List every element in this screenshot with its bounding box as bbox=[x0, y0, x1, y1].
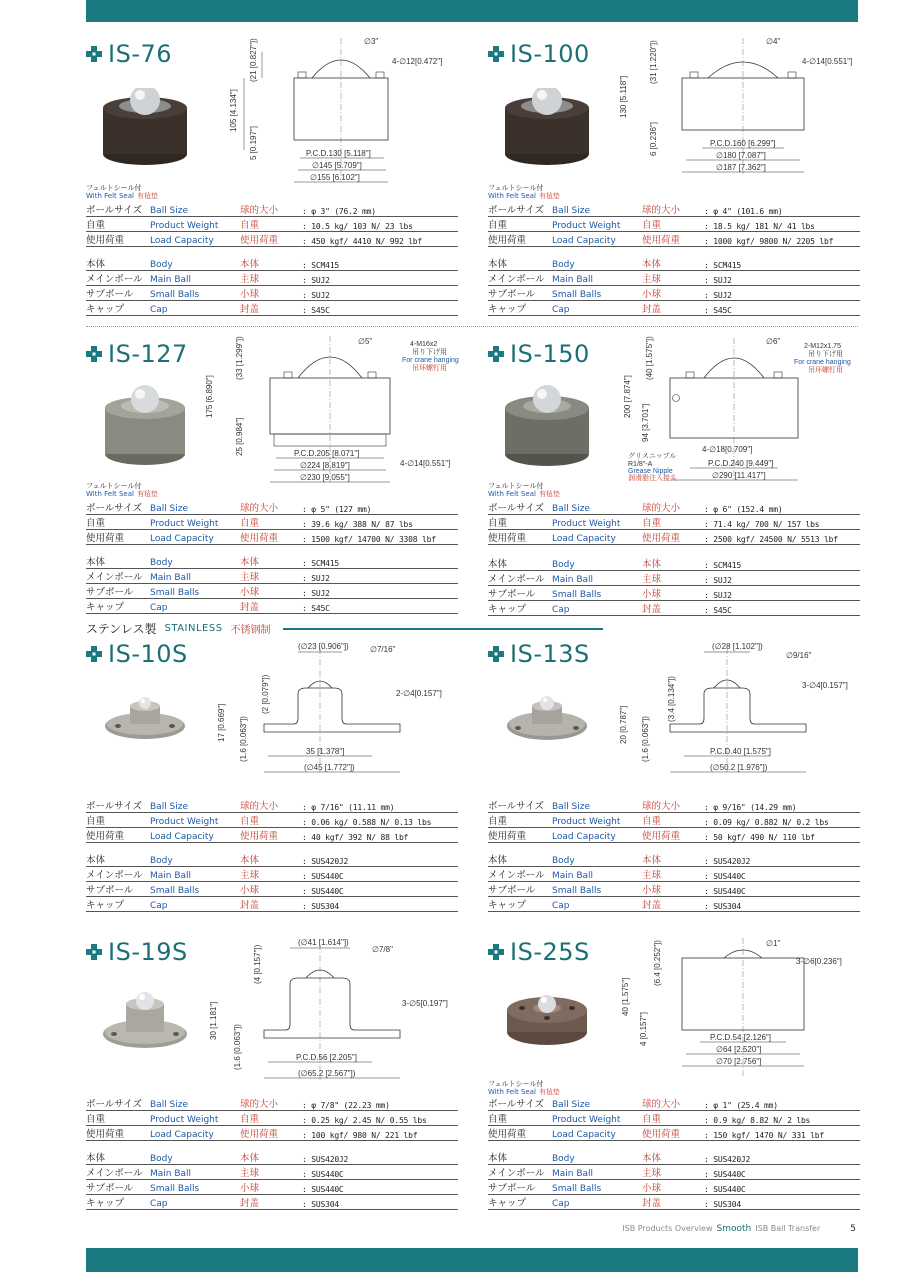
dim-pcd: 35 [1.378"] bbox=[306, 747, 345, 756]
dim-bottom: 25 [0.984"] bbox=[235, 417, 244, 456]
cross-bullet-icon bbox=[488, 646, 504, 662]
dim-height: 175 [6.890"] bbox=[205, 375, 214, 418]
product-photo bbox=[502, 88, 592, 172]
material-row-main-ball: メインボール Main Ball 主球 : SUJ2 bbox=[86, 271, 458, 286]
spec-row-ball-size: ボールサイズ Ball Size 球的大小 : φ 7/16" (11.11 mm) bbox=[86, 798, 458, 813]
technical-drawing bbox=[616, 32, 862, 188]
material-table bbox=[488, 1150, 860, 1210]
dim-d1: ∅64 [2.520"] bbox=[716, 1045, 762, 1054]
page-number: 5 bbox=[850, 1224, 856, 1234]
dim-top: (31 [1.220"]) bbox=[649, 40, 658, 84]
material-row-small-balls: サブボール Small Balls 小球 : SUS440C bbox=[488, 1180, 860, 1195]
dim-hang-jp: 吊り下げ用 bbox=[412, 349, 447, 356]
dim-ball: ∅9/16" bbox=[786, 651, 812, 660]
material-row-body: 本体 Body 本体 : SCM415 bbox=[488, 256, 860, 271]
product-photo bbox=[502, 984, 592, 1058]
material-table bbox=[86, 1150, 458, 1210]
dim-top: (33 [1.299"]) bbox=[235, 336, 244, 380]
material-table bbox=[488, 852, 860, 912]
product-photo bbox=[502, 384, 592, 472]
material-row-main-ball: メインボール Main Ball 主球 : SUJ2 bbox=[488, 571, 860, 586]
dim-holes: 4-∅14[0.551"] bbox=[400, 459, 451, 468]
product-is-25s bbox=[488, 938, 860, 1210]
cross-bullet-icon bbox=[86, 646, 102, 662]
spec-row-load: 使用荷重 Load Capacity 使用荷重 : 50 kgf/ 490 N/ 110 lbf bbox=[488, 828, 860, 843]
dim-holes: 3-∅4[0.157"] bbox=[802, 681, 848, 690]
spec-table bbox=[488, 1096, 860, 1141]
spec-row-weight: 自重 Product Weight 自重 : 18.5 kg/ 181 N/ 41 lbs bbox=[488, 217, 860, 232]
product-title: IS-150 bbox=[510, 340, 590, 368]
material-row-body: 本体 Body 本体 : SCM415 bbox=[86, 256, 458, 271]
nipple-cn: 润滑脂注入接头 bbox=[628, 475, 677, 482]
top-banner-bar bbox=[86, 0, 858, 22]
dim-d2: ∅155 [6.102"] bbox=[310, 173, 360, 182]
spec-row-ball-size: ボールサイズ Ball Size 球的大小 : φ 7/8" (22.23 mm) bbox=[86, 1096, 458, 1111]
dim-pcd: P.C.D.54 [2.126"] bbox=[710, 1033, 771, 1042]
material-row-body: 本体 Body 本体 : SUS420J2 bbox=[488, 852, 860, 867]
spec-row-load: 使用荷重 Load Capacity 使用荷重 : 1000 kgf/ 9800 N/ 2205 lbf bbox=[488, 232, 860, 247]
dim-height: 200 [7.874"] bbox=[623, 375, 632, 418]
dim-bottom: 6 [0.236"] bbox=[649, 122, 658, 156]
material-row-body: 本体 Body 本体 : SUS420J2 bbox=[86, 1150, 458, 1165]
felt-seal-note: フェルトシール付 With Felt Seal 有毡垫 bbox=[488, 184, 560, 200]
dim-d2: (∅45 [1.772"]) bbox=[304, 763, 355, 772]
spec-row-ball-size: ボールサイズ Ball Size 球的大小 : φ 5" (127 mm) bbox=[86, 500, 458, 515]
spec-table bbox=[86, 202, 458, 247]
technical-drawing bbox=[214, 32, 460, 188]
section-divider bbox=[86, 326, 858, 327]
material-table bbox=[488, 256, 860, 316]
material-row-body: 本体 Body 本体 : SUS420J2 bbox=[86, 852, 458, 867]
technical-drawing bbox=[616, 332, 862, 488]
product-heading bbox=[86, 938, 188, 966]
technical-drawing bbox=[205, 332, 460, 488]
material-row-small-balls: サブボール Small Balls 小球 : SUS440C bbox=[488, 882, 860, 897]
spec-row-weight: 自重 Product Weight 自重 : 0.9 kg/ 8.82 N/ 2 lbs bbox=[488, 1111, 860, 1126]
material-row-main-ball: メインボール Main Ball 主球 : SUS440C bbox=[488, 1165, 860, 1180]
spec-table bbox=[488, 500, 860, 545]
dim-ball: ∅3" bbox=[364, 37, 379, 46]
dim-holes: 3-∅6[0.236"] bbox=[796, 957, 842, 966]
product-is-76 bbox=[86, 37, 458, 316]
material-row-main-ball: メインボール Main Ball 主球 : SUJ2 bbox=[86, 569, 458, 584]
technical-drawing bbox=[209, 930, 460, 1086]
material-row-main-ball: メインボール Main Ball 主球 : SUS440C bbox=[86, 1165, 458, 1180]
dim-hang-cn: 吊环螺钉用 bbox=[808, 367, 843, 374]
stainless-cn: 不锈钢制 bbox=[230, 625, 271, 636]
dim-hang-en: For crane hanging bbox=[794, 359, 851, 366]
product-title: IS-127 bbox=[108, 340, 188, 368]
dim-height: 40 [1.575"] bbox=[621, 977, 630, 1016]
material-table bbox=[86, 852, 458, 912]
product-title: IS-25S bbox=[510, 938, 590, 966]
dim-topdia: (∅41 [1.614"]) bbox=[298, 938, 349, 947]
product-title: IS-100 bbox=[510, 40, 590, 68]
spec-row-load: 使用荷重 Load Capacity 使用荷重 : 1500 kgf/ 14700 N/ 3308 lbf bbox=[86, 530, 458, 545]
footer-section: ISB Ball Transfer bbox=[755, 1224, 821, 1233]
spec-row-ball-size: ボールサイズ Ball Size 球的大小 : φ 9/16" (14.29 mm) bbox=[488, 798, 860, 813]
footer-overview: ISB Products Overview bbox=[622, 1224, 713, 1233]
product-photo bbox=[100, 384, 190, 472]
spec-row-load: 使用荷重 Load Capacity 使用荷重 : 150 kgf/ 1470 N/ 331 lbf bbox=[488, 1126, 860, 1141]
material-row-cap: キャップ Cap 封盖 : S45C bbox=[488, 601, 860, 616]
spec-row-weight: 自重 Product Weight 自重 : 0.25 kg/ 2.45 N/ 0.55 lbs bbox=[86, 1111, 458, 1126]
dim-top: (4 [0.157"]) bbox=[253, 944, 262, 984]
product-photo bbox=[100, 688, 190, 752]
product-heading bbox=[488, 640, 590, 668]
spec-row-weight: 自重 Product Weight 自重 : 10.5 kg/ 103 N/ 23 lbs bbox=[86, 217, 458, 232]
dim-top: (40 [1.575"]) bbox=[645, 336, 654, 380]
spec-row-load: 使用荷重 Load Capacity 使用荷重 : 2500 kgf/ 24500 N/ 5513 lbf bbox=[488, 530, 860, 545]
dim-hang-thread: 4-M16x2 bbox=[410, 341, 438, 348]
material-row-cap: キャップ Cap 封盖 : S45C bbox=[488, 301, 860, 316]
spec-row-load: 使用荷重 Load Capacity 使用荷重 : 40 kgf/ 392 N/ 88 lbf bbox=[86, 828, 458, 843]
dim-height: 17 [0.669"] bbox=[217, 703, 226, 742]
cross-bullet-icon bbox=[488, 46, 504, 62]
spec-row-load: 使用荷重 Load Capacity 使用荷重 : 100 kgf/ 980 N/ 221 lbf bbox=[86, 1126, 458, 1141]
product-is-13s bbox=[488, 640, 860, 910]
spec-table bbox=[488, 798, 860, 843]
dim-bottom: 4 [0.157"] bbox=[639, 1012, 648, 1046]
spec-row-ball-size: ボールサイズ Ball Size 球的大小 : φ 1" (25.4 mm) bbox=[488, 1096, 860, 1111]
product-is-19s bbox=[86, 938, 458, 1210]
felt-seal-note: フェルトシール付 With Felt Seal 有毡垫 bbox=[488, 482, 560, 498]
product-is-10s bbox=[86, 640, 458, 910]
dim-top: (6.4 [0.252"]) bbox=[653, 940, 662, 986]
dim-bottom: 94 [3.701"] bbox=[641, 403, 650, 442]
product-title: IS-19S bbox=[108, 938, 188, 966]
spec-row-load: 使用荷重 Load Capacity 使用荷重 : 450 kgf/ 4410 N/ 992 lbf bbox=[86, 232, 458, 247]
product-heading bbox=[488, 340, 590, 368]
dim-ball: ∅7/16" bbox=[370, 645, 396, 654]
product-heading bbox=[86, 40, 172, 68]
material-row-small-balls: サブボール Small Balls 小球 : SUJ2 bbox=[488, 586, 860, 601]
technical-drawing bbox=[616, 632, 862, 788]
spec-row-weight: 自重 Product Weight 自重 : 0.09 kg/ 0.882 N/ 0.2 lbs bbox=[488, 813, 860, 828]
dim-bottom: (1.6 [0.063"]) bbox=[641, 716, 650, 762]
material-row-small-balls: サブボール Small Balls 小球 : SUJ2 bbox=[86, 286, 458, 301]
product-heading bbox=[488, 938, 590, 966]
spec-row-ball-size: ボールサイズ Ball Size 球的大小 : φ 3" (76.2 mm) bbox=[86, 202, 458, 217]
technical-drawing bbox=[214, 632, 460, 788]
dim-d2: ∅187 [7.362"] bbox=[716, 163, 766, 172]
cross-bullet-icon bbox=[86, 944, 102, 960]
dim-pcd: P.C.D.130 [5.118"] bbox=[306, 149, 371, 158]
dim-height: 20 [0.787"] bbox=[619, 705, 628, 744]
cross-bullet-icon bbox=[488, 944, 504, 960]
dim-hang-cn: 吊环螺钉用 bbox=[412, 365, 447, 372]
material-row-body: 本体 Body 本体 : SCM415 bbox=[86, 554, 458, 569]
material-table bbox=[86, 256, 458, 316]
material-row-main-ball: メインボール Main Ball 主球 : SUS440C bbox=[488, 867, 860, 882]
spec-row-weight: 自重 Product Weight 自重 : 71.4 kg/ 700 N/ 157 lbs bbox=[488, 515, 860, 530]
product-title: IS-76 bbox=[108, 40, 173, 68]
dim-pcd: P.C.D.40 [1.575"] bbox=[710, 747, 771, 756]
dim-hang-jp: 吊り下げ用 bbox=[808, 351, 843, 358]
material-row-cap: キャップ Cap 封盖 : SUS304 bbox=[488, 1195, 860, 1210]
product-photo bbox=[100, 984, 190, 1058]
material-row-body: 本体 Body 本体 : SCM415 bbox=[488, 556, 860, 571]
dim-d2: (∅50.2 [1.976"]) bbox=[710, 763, 768, 772]
dim-top: (3.4 [0.134"]) bbox=[667, 676, 676, 722]
product-is-100 bbox=[488, 37, 860, 316]
dim-holes: 4-∅18[0.709"] bbox=[702, 445, 753, 454]
stainless-rule bbox=[283, 628, 603, 630]
dim-top: (21 [0.827"]) bbox=[249, 38, 258, 82]
page-footer bbox=[622, 1224, 856, 1234]
material-row-small-balls: サブボール Small Balls 小球 : SUJ2 bbox=[86, 584, 458, 599]
felt-seal-note: フェルトシール付 With Felt Seal 有毡垫 bbox=[86, 184, 158, 200]
cross-bullet-icon bbox=[86, 46, 102, 62]
dim-topdia: (∅28 [1.102"]) bbox=[712, 642, 763, 651]
material-row-small-balls: サブボール Small Balls 小球 : SUS440C bbox=[86, 1180, 458, 1195]
nipple-jp: グリスニップル bbox=[628, 453, 677, 460]
dim-ball: ∅5" bbox=[358, 337, 373, 346]
dim-height: 105 [4.134"] bbox=[229, 89, 238, 132]
product-heading bbox=[86, 340, 188, 368]
spec-table bbox=[86, 798, 458, 843]
felt-seal-note: フェルトシール付 With Felt Seal 有毡垫 bbox=[86, 482, 158, 498]
material-row-cap: キャップ Cap 封盖 : S45C bbox=[86, 301, 458, 316]
bottom-banner-bar bbox=[86, 1248, 858, 1272]
spec-table bbox=[86, 500, 458, 545]
spec-row-ball-size: ボールサイズ Ball Size 球的大小 : φ 6" (152.4 mm) bbox=[488, 500, 860, 515]
dim-d1: ∅145 [5.709"] bbox=[312, 161, 362, 170]
dim-height: 130 [5.118"] bbox=[619, 75, 628, 118]
material-row-cap: キャップ Cap 封盖 : S45C bbox=[86, 599, 458, 614]
dim-ball: ∅7/8" bbox=[372, 945, 393, 954]
dim-d2: ∅230 [9.055"] bbox=[300, 473, 350, 482]
material-row-body: 本体 Body 本体 : SUS420J2 bbox=[488, 1150, 860, 1165]
dim-topdia: (∅23 [0.906"]) bbox=[298, 642, 349, 651]
nipple-size: R1/8"-A bbox=[628, 461, 653, 468]
dim-d2: (∅65.2 [2.567"]) bbox=[298, 1069, 356, 1078]
cross-bullet-icon bbox=[488, 346, 504, 362]
dim-ball: ∅1" bbox=[766, 939, 781, 948]
spec-row-ball-size: ボールサイズ Ball Size 球的大小 : φ 4" (101.6 mm) bbox=[488, 202, 860, 217]
cross-bullet-icon bbox=[86, 346, 102, 362]
material-row-small-balls: サブボール Small Balls 小球 : SUJ2 bbox=[488, 286, 860, 301]
dim-pcd: P.C.D.205 [8.071"] bbox=[294, 449, 360, 458]
technical-drawing bbox=[616, 930, 862, 1086]
product-is-150 bbox=[488, 336, 860, 615]
dim-hang-thread: 2-M12x1.75 bbox=[804, 343, 841, 350]
nipple-en: Grease Nipple bbox=[628, 468, 673, 475]
stainless-en: STAINLESS bbox=[164, 623, 223, 634]
material-row-cap: キャップ Cap 封盖 : SUS304 bbox=[86, 1195, 458, 1210]
dim-d2: ∅290 [11.417"] bbox=[712, 471, 766, 480]
product-photo bbox=[502, 688, 592, 752]
dim-bottom: 5 [0.197"] bbox=[249, 126, 258, 160]
material-table bbox=[488, 556, 860, 616]
dim-pcd: P.C.D.56 [2.205"] bbox=[296, 1053, 357, 1062]
material-row-small-balls: サブボール Small Balls 小球 : SUS440C bbox=[86, 882, 458, 897]
material-table bbox=[86, 554, 458, 614]
dim-holes: 2-∅4[0.157"] bbox=[396, 689, 442, 698]
dim-holes: 3-∅5[0.197"] bbox=[402, 999, 448, 1008]
dim-d1: ∅224 [8.819"] bbox=[300, 461, 350, 470]
dim-ball: ∅4" bbox=[766, 37, 781, 46]
footer-highlight: Smooth bbox=[716, 1224, 752, 1234]
felt-seal-note: フェルトシール付 With Felt Seal 有毡垫 bbox=[488, 1080, 560, 1096]
dim-hang-en: For crane hanging bbox=[402, 357, 459, 364]
dim-pcd: P.C.D.160 [6.299"] bbox=[710, 139, 776, 148]
product-title: IS-10S bbox=[108, 640, 188, 668]
material-row-main-ball: メインボール Main Ball 主球 : SUJ2 bbox=[488, 271, 860, 286]
dim-holes: 4-∅12[0.472"] bbox=[392, 57, 443, 66]
product-title: IS-13S bbox=[510, 640, 590, 668]
stainless-jp: ステンレス製 bbox=[86, 622, 157, 636]
product-is-127 bbox=[86, 336, 459, 613]
spec-table bbox=[488, 202, 860, 247]
product-heading bbox=[86, 640, 188, 668]
dim-holes: 4-∅14[0.551"] bbox=[802, 57, 853, 66]
dim-bottom: (1.6 [0.063"]) bbox=[233, 1024, 242, 1070]
spec-row-weight: 自重 Product Weight 自重 : 39.6 kg/ 388 N/ 87 lbs bbox=[86, 515, 458, 530]
dim-pcd: P.C.D.240 [9.449"] bbox=[708, 459, 774, 468]
product-heading bbox=[488, 40, 590, 68]
dim-height: 30 [1.181"] bbox=[209, 1001, 218, 1040]
spec-row-weight: 自重 Product Weight 自重 : 0.06 kg/ 0.588 N/ 0.13 lbs bbox=[86, 813, 458, 828]
dim-top: (2 [0.079"]) bbox=[261, 674, 270, 714]
material-row-cap: キャップ Cap 封盖 : SUS304 bbox=[488, 897, 860, 912]
dim-d1: ∅180 [7.087"] bbox=[716, 151, 766, 160]
dim-bottom: (1.6 [0.063"]) bbox=[239, 716, 248, 762]
dim-d2: ∅70 [2.756"] bbox=[716, 1057, 762, 1066]
dim-ball: ∅6" bbox=[766, 337, 781, 346]
material-row-cap: キャップ Cap 封盖 : SUS304 bbox=[86, 897, 458, 912]
product-photo bbox=[100, 88, 190, 172]
spec-table bbox=[86, 1096, 458, 1141]
material-row-main-ball: メインボール Main Ball 主球 : SUS440C bbox=[86, 867, 458, 882]
